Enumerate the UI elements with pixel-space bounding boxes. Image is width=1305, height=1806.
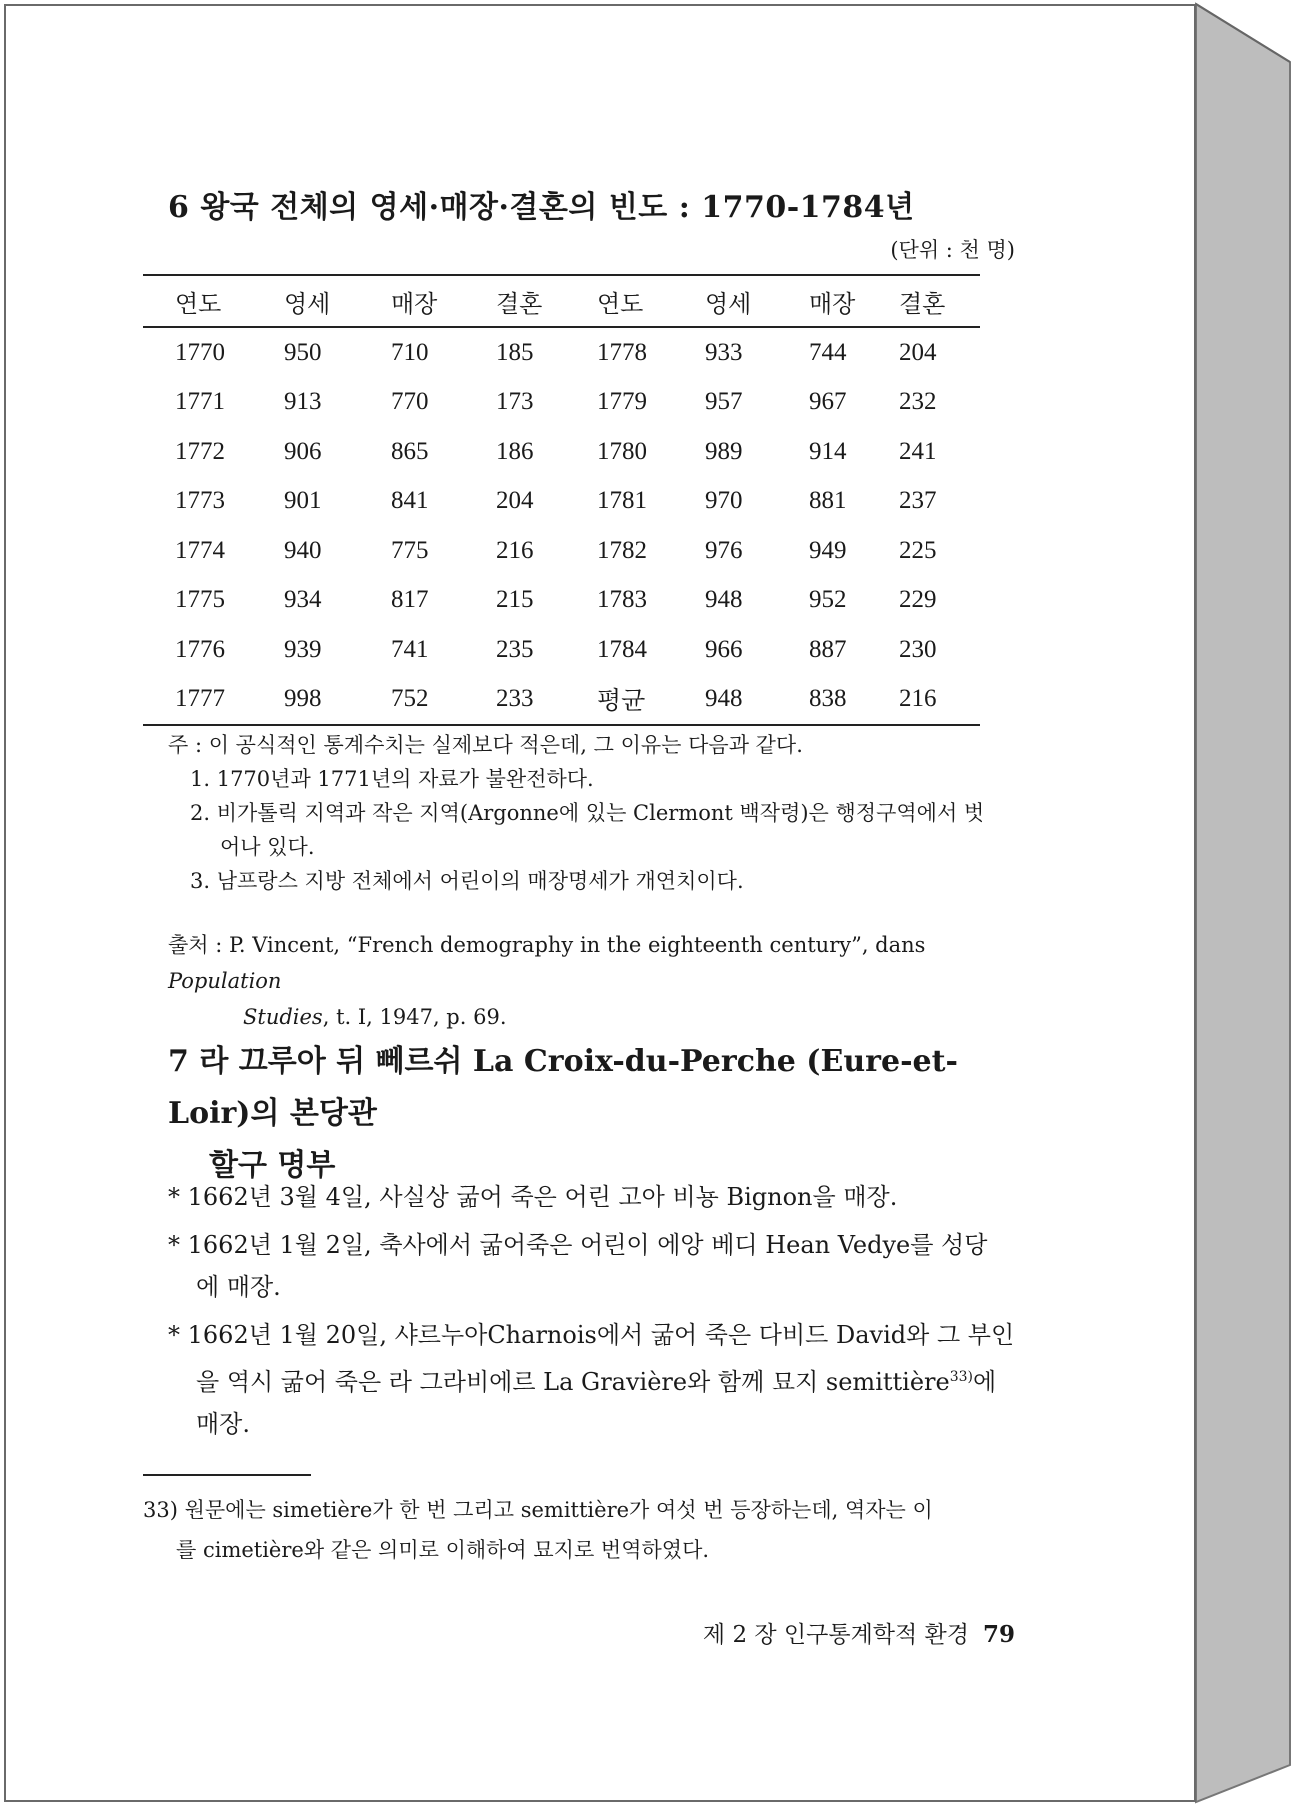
notes-intro: 주 : 이 공식적인 통계수치는 실제보다 적은데, 그 이유는 다음과 같다. xyxy=(168,733,803,757)
table-cell: 225 xyxy=(899,536,937,564)
table-cell: 230 xyxy=(899,635,937,663)
column-header: 연도 xyxy=(175,289,222,318)
register-entry: * 1662년 3월 4일, 사실상 굶어 죽은 어린 고아 비뇽 Bignon을 매장. xyxy=(168,1183,898,1211)
table-cell: 216 xyxy=(496,536,534,564)
footnote-line: 를 cimetière와 같은 의미로 이해하여 묘지로 번역하였다. xyxy=(176,1538,710,1562)
table-cell: 933 xyxy=(705,338,743,366)
table-cell: 215 xyxy=(496,586,534,614)
table-cell: 967 xyxy=(809,388,847,416)
register-entry xyxy=(168,1224,1028,1308)
running-footer xyxy=(703,1616,1015,1649)
table-cell: 1784 xyxy=(597,635,647,663)
table-cell: 237 xyxy=(899,487,937,515)
table-cell: 1773 xyxy=(175,487,225,515)
table-cell: 173 xyxy=(496,388,534,416)
table-cell: 1783 xyxy=(597,586,647,614)
source-line xyxy=(168,999,1023,1035)
note-item: 2. 비가톨릭 지역과 작은 지역(Argonne에 있는 Clermont 백작령)은 행정구역에서 벗 xyxy=(190,801,985,825)
table-cell: 998 xyxy=(284,685,322,713)
table-cell: 185 xyxy=(496,338,534,366)
table-cell: 952 xyxy=(809,586,847,614)
source-prefix: 출처 : P. Vincent, “French demography in the eighteenth century”, dans xyxy=(168,933,926,957)
table-cell: 1772 xyxy=(175,437,225,465)
table-cell: 744 xyxy=(809,338,847,366)
footnote-ref[interactable]: 33) xyxy=(949,1369,973,1385)
table-cell: 887 xyxy=(809,635,847,663)
table-cell: 966 xyxy=(705,635,743,663)
table-row xyxy=(143,625,980,675)
table-cell: 752 xyxy=(391,685,429,713)
table-cell: 741 xyxy=(391,635,429,663)
table-row xyxy=(143,675,980,726)
entry-line: * 1662년 1월 20일, 샤르누아Charnois에서 굶어 죽은 다비드 David와 그 부인 xyxy=(168,1321,1015,1349)
table-cell: 976 xyxy=(705,536,743,564)
column-header: 매장 xyxy=(391,289,438,318)
source-line xyxy=(168,927,1023,999)
column-header: 연도 xyxy=(597,289,644,318)
table-cell: 710 xyxy=(391,338,429,366)
table-cell: 1771 xyxy=(175,388,225,416)
table-cell: 950 xyxy=(284,338,322,366)
column-header: 매장 xyxy=(809,289,856,318)
table-cell: 770 xyxy=(391,388,429,416)
table-cell: 186 xyxy=(496,437,534,465)
entry-line xyxy=(168,1356,1028,1403)
entry-line: * 1662년 1월 2일, 축사에서 굶어죽은 어린이 에앙 베디 Hean Vedye를 성당 xyxy=(168,1231,988,1259)
chapter-title: 제 2 장 인구통계학적 환경 xyxy=(702,1622,969,1648)
entry-text: 에 xyxy=(973,1368,997,1396)
table-row xyxy=(143,477,980,527)
table-header-row xyxy=(143,275,980,327)
table-notes xyxy=(168,728,1023,898)
table-cell: 817 xyxy=(391,586,429,614)
entry-line: 에 매장. xyxy=(196,1273,281,1301)
table-cell: 970 xyxy=(705,487,743,515)
table-source xyxy=(168,927,1023,1035)
table-cell: 949 xyxy=(809,536,847,564)
table-cell: 216 xyxy=(899,685,937,713)
table-cell: 1775 xyxy=(175,586,225,614)
table-cell: 1778 xyxy=(597,338,647,366)
footnote-separator xyxy=(143,1474,311,1476)
note-item-continued: 어나 있다. xyxy=(220,835,315,859)
table-cell: 948 xyxy=(705,586,743,614)
table-cell: 229 xyxy=(899,586,937,614)
table-cell: 841 xyxy=(391,487,429,515)
table-cell: 1776 xyxy=(175,635,225,663)
table-row xyxy=(143,378,980,428)
table-cell: 940 xyxy=(284,536,322,564)
table-body xyxy=(143,327,980,725)
register-entry xyxy=(168,1314,1028,1445)
table-cell: 901 xyxy=(284,487,322,515)
column-header: 영세 xyxy=(705,289,752,318)
table-cell: 232 xyxy=(899,388,937,416)
table-cell: 948 xyxy=(705,685,743,713)
table-row xyxy=(143,327,980,378)
source-journal-title: Population xyxy=(168,969,282,993)
table-unit-label: (단위 : 천 명) xyxy=(890,238,1015,262)
register-entries xyxy=(168,1176,1028,1451)
table-cell: 1779 xyxy=(597,388,647,416)
table-cell: 939 xyxy=(284,635,322,663)
table-cell: 865 xyxy=(391,437,429,465)
table-cell: 233 xyxy=(496,685,534,713)
table-cell: 204 xyxy=(899,338,937,366)
footnote-33 xyxy=(143,1490,1023,1570)
section-7-title xyxy=(168,1036,1028,1192)
table-cell: 1780 xyxy=(597,437,647,465)
table-cell: 906 xyxy=(284,437,322,465)
section-6-title: 6 왕국 전체의 영세·매장·결혼의 빈도 : 1770-1784년 xyxy=(168,190,915,225)
table-cell: 1781 xyxy=(597,487,647,515)
table-cell: 934 xyxy=(284,586,322,614)
table-row xyxy=(143,576,980,626)
table-cell: 1777 xyxy=(175,685,225,713)
note-item: 1. 1770년과 1771년의 자료가 불완전하다. xyxy=(190,767,594,791)
table-cell: 1782 xyxy=(597,536,647,564)
source-citation: , t. I, 1947, p. 69. xyxy=(322,1005,507,1029)
table-cell: 881 xyxy=(809,487,847,515)
table-cell: 241 xyxy=(899,437,937,465)
column-header: 결혼 xyxy=(899,289,946,318)
table-cell: 204 xyxy=(496,487,534,515)
column-header: 결혼 xyxy=(496,289,543,318)
frequency-table xyxy=(143,274,980,726)
footnote-line: 33) 원문에는 simetière가 한 번 그리고 semittière가 여섯 번 등장하는데, 역자는 이 xyxy=(143,1498,933,1522)
table-cell: 1770 xyxy=(175,338,225,366)
column-header: 영세 xyxy=(284,289,331,318)
table-cell: 838 xyxy=(809,685,847,713)
table-cell: 913 xyxy=(284,388,322,416)
table-cell: 775 xyxy=(391,536,429,564)
table-cell: 957 xyxy=(705,388,743,416)
table-cell: 235 xyxy=(496,635,534,663)
table-cell: 989 xyxy=(705,437,743,465)
table-cell: 914 xyxy=(809,437,847,465)
source-journal-title: Studies xyxy=(243,1005,323,1029)
note-item: 3. 남프랑스 지방 전체에서 어린이의 매장명세가 개연치이다. xyxy=(190,869,744,893)
page-number: 79 xyxy=(982,1621,1015,1648)
entry-line: 매장. xyxy=(196,1410,250,1438)
entry-text: 을 역시 굶어 죽은 라 그라비에르 La Gravière와 함께 묘지 semittière xyxy=(196,1368,950,1396)
table-row xyxy=(143,427,980,477)
section-7-title-line: 할구 명부 xyxy=(209,1148,336,1183)
table-cell: 평균 xyxy=(597,688,646,716)
section-7-title-line: 7 라 끄루아 뒤 뻬르쉬 La Croix-du-Perche (Eure-et-Loir)의 본당관 xyxy=(168,1044,958,1131)
table-row xyxy=(143,526,980,576)
table-cell: 1774 xyxy=(175,536,225,564)
